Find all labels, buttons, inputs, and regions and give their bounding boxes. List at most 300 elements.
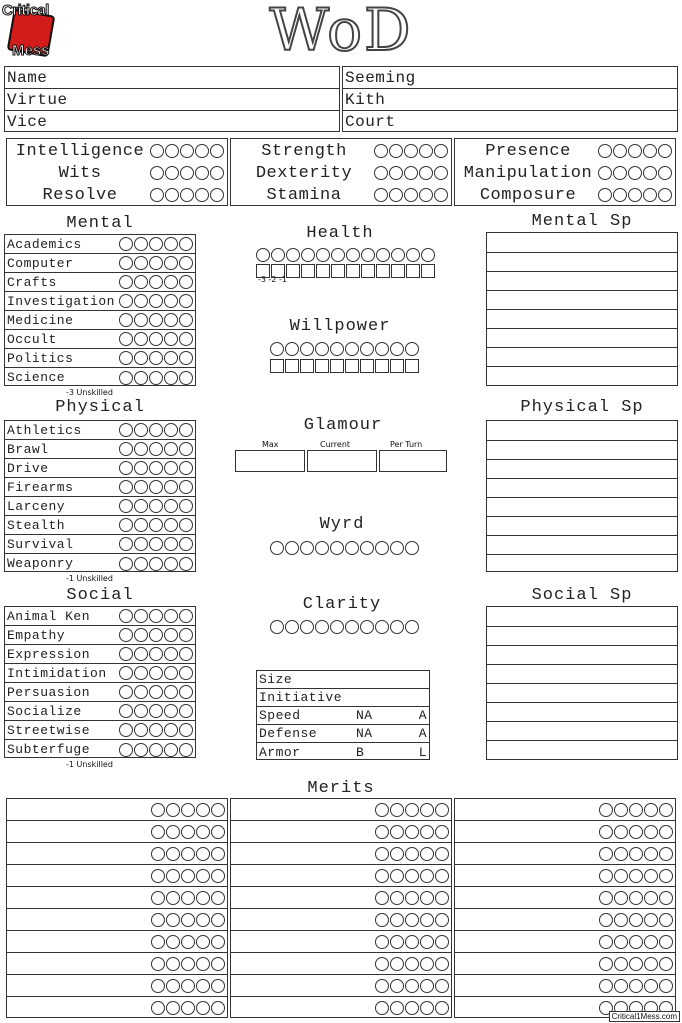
identity-row[interactable] (5, 111, 339, 133)
skill-row[interactable] (5, 311, 195, 330)
dot-rating[interactable] (211, 825, 225, 839)
dot-rating[interactable] (435, 979, 449, 993)
dot-rating[interactable] (404, 188, 418, 202)
dot-rating[interactable] (658, 144, 672, 158)
dot-rating[interactable] (166, 869, 180, 883)
dot-rating[interactable] (614, 803, 628, 817)
dot-rating[interactable] (375, 979, 389, 993)
dot-rating[interactable] (629, 913, 643, 927)
dot-rating[interactable] (614, 935, 628, 949)
willpower-box[interactable] (360, 359, 374, 373)
specialty-line[interactable] (487, 478, 677, 479)
dot-rating[interactable] (119, 442, 133, 456)
dot-rating[interactable] (599, 957, 613, 971)
dot-rating[interactable] (151, 913, 165, 927)
specialty-line[interactable] (487, 328, 677, 329)
willpower-box[interactable] (285, 359, 299, 373)
dot-rating[interactable] (150, 166, 164, 180)
dot-rating[interactable] (119, 743, 133, 757)
attribute-row[interactable] (230, 140, 452, 162)
identity-row[interactable] (5, 89, 339, 111)
dot-rating[interactable] (119, 332, 133, 346)
dot-rating[interactable] (151, 979, 165, 993)
dot-rating[interactable] (164, 557, 178, 571)
dot-rating[interactable] (181, 1001, 195, 1015)
dot-rating[interactable] (420, 979, 434, 993)
dot-rating[interactable] (165, 144, 179, 158)
skill-row[interactable] (5, 683, 195, 702)
dot-rating[interactable] (134, 313, 148, 327)
dot-rating[interactable] (134, 647, 148, 661)
dot-rating[interactable] (179, 628, 193, 642)
dot-rating[interactable] (149, 609, 163, 623)
dot-rating[interactable] (149, 628, 163, 642)
dot-rating[interactable] (614, 979, 628, 993)
skill-row[interactable] (5, 292, 195, 311)
clarity-dot[interactable] (360, 620, 374, 634)
dot-rating[interactable] (119, 371, 133, 385)
merit-row[interactable] (7, 821, 227, 843)
dot-rating[interactable] (149, 313, 163, 327)
merit-row[interactable] (455, 821, 675, 843)
dot-rating[interactable] (164, 518, 178, 532)
skill-row[interactable] (5, 626, 195, 645)
merit-row[interactable] (455, 865, 675, 887)
dot-rating[interactable] (134, 461, 148, 475)
dot-rating[interactable] (119, 313, 133, 327)
dot-rating[interactable] (659, 957, 673, 971)
skill-row[interactable] (5, 664, 195, 683)
dot-rating[interactable] (659, 935, 673, 949)
dot-rating[interactable] (164, 313, 178, 327)
merit-row[interactable] (7, 953, 227, 975)
specialty-line[interactable] (487, 626, 677, 627)
dot-rating[interactable] (659, 913, 673, 927)
skill-row[interactable] (5, 645, 195, 664)
identity-row[interactable] (343, 67, 677, 89)
clarity-dot[interactable] (345, 620, 359, 634)
dot-rating[interactable] (629, 935, 643, 949)
dot-rating[interactable] (179, 461, 193, 475)
willpower-dot[interactable] (300, 342, 314, 356)
dot-rating[interactable] (151, 935, 165, 949)
dot-rating[interactable] (134, 723, 148, 737)
dot-rating[interactable] (390, 1001, 404, 1015)
dot-rating[interactable] (644, 935, 658, 949)
specialty-line[interactable] (487, 309, 677, 310)
skill-row[interactable] (5, 330, 195, 349)
dot-rating[interactable] (643, 144, 657, 158)
skill-row[interactable] (5, 702, 195, 721)
clarity-dot[interactable] (375, 620, 389, 634)
specialty-line[interactable] (487, 252, 677, 253)
dot-rating[interactable] (181, 979, 195, 993)
dot-rating[interactable] (165, 166, 179, 180)
merit-row[interactable] (7, 887, 227, 909)
dot-rating[interactable] (149, 685, 163, 699)
dot-rating[interactable] (614, 913, 628, 927)
health-box[interactable] (331, 264, 345, 278)
dot-rating[interactable] (149, 743, 163, 757)
dot-rating[interactable] (119, 275, 133, 289)
dot-rating[interactable] (166, 825, 180, 839)
dot-rating[interactable] (643, 166, 657, 180)
dot-rating[interactable] (614, 869, 628, 883)
willpower-box[interactable] (405, 359, 419, 373)
dot-rating[interactable] (179, 256, 193, 270)
wyrd-dot[interactable] (390, 541, 404, 555)
dot-rating[interactable] (390, 957, 404, 971)
dot-rating[interactable] (164, 237, 178, 251)
dot-rating[interactable] (599, 913, 613, 927)
dot-rating[interactable] (179, 743, 193, 757)
dot-rating[interactable] (166, 913, 180, 927)
dot-rating[interactable] (405, 891, 419, 905)
dot-rating[interactable] (119, 704, 133, 718)
dot-rating[interactable] (629, 869, 643, 883)
dot-rating[interactable] (164, 685, 178, 699)
dot-rating[interactable] (149, 371, 163, 385)
dot-rating[interactable] (179, 499, 193, 513)
dot-rating[interactable] (134, 609, 148, 623)
dot-rating[interactable] (435, 803, 449, 817)
dot-rating[interactable] (151, 869, 165, 883)
health-box[interactable] (376, 264, 390, 278)
willpower-dot[interactable] (360, 342, 374, 356)
dot-rating[interactable] (179, 371, 193, 385)
dot-rating[interactable] (181, 825, 195, 839)
dot-rating[interactable] (644, 847, 658, 861)
dot-rating[interactable] (644, 891, 658, 905)
dot-rating[interactable] (180, 144, 194, 158)
dot-rating[interactable] (164, 442, 178, 456)
dot-rating[interactable] (435, 847, 449, 861)
wyrd-dot[interactable] (375, 541, 389, 555)
merit-row[interactable] (231, 975, 451, 997)
health-box[interactable] (301, 264, 315, 278)
specialty-line[interactable] (487, 459, 677, 460)
skill-row[interactable] (5, 273, 195, 292)
dot-rating[interactable] (119, 557, 133, 571)
dot-rating[interactable] (599, 891, 613, 905)
dot-rating[interactable] (435, 891, 449, 905)
dot-rating[interactable] (166, 1001, 180, 1015)
willpower-dot[interactable] (405, 342, 419, 356)
attribute-row[interactable] (230, 184, 452, 206)
merit-row[interactable] (455, 843, 675, 865)
health-box[interactable] (406, 264, 420, 278)
merit-row[interactable] (231, 953, 451, 975)
dot-rating[interactable] (195, 144, 209, 158)
merit-row[interactable] (455, 975, 675, 997)
skill-row[interactable] (5, 478, 195, 497)
dot-rating[interactable] (598, 144, 612, 158)
attribute-row[interactable] (6, 162, 228, 184)
dot-rating[interactable] (404, 166, 418, 180)
dot-rating[interactable] (179, 442, 193, 456)
social-specialties[interactable] (486, 606, 678, 760)
skill-row[interactable] (5, 440, 195, 459)
dot-rating[interactable] (420, 957, 434, 971)
dot-rating[interactable] (181, 803, 195, 817)
merit-row[interactable] (455, 909, 675, 931)
dot-rating[interactable] (134, 628, 148, 642)
dot-rating[interactable] (134, 480, 148, 494)
dot-rating[interactable] (196, 979, 210, 993)
dot-rating[interactable] (180, 166, 194, 180)
dot-rating[interactable] (179, 294, 193, 308)
dot-rating[interactable] (629, 979, 643, 993)
dot-rating[interactable] (211, 913, 225, 927)
dot-rating[interactable] (435, 1001, 449, 1015)
merit-row[interactable] (7, 865, 227, 887)
dot-rating[interactable] (599, 935, 613, 949)
clarity-dots[interactable] (270, 616, 419, 635)
dot-rating[interactable] (151, 825, 165, 839)
dot-rating[interactable] (598, 166, 612, 180)
dot-rating[interactable] (166, 847, 180, 861)
dot-rating[interactable] (179, 423, 193, 437)
mental-specialties[interactable] (486, 232, 678, 386)
attribute-row[interactable] (454, 140, 676, 162)
trait-row[interactable] (257, 689, 429, 707)
dot-rating[interactable] (434, 144, 448, 158)
dot-rating[interactable] (149, 666, 163, 680)
merit-row[interactable] (7, 975, 227, 997)
willpower-boxes[interactable] (270, 355, 419, 374)
health-box[interactable] (286, 264, 300, 278)
dot-rating[interactable] (420, 913, 434, 927)
merit-row[interactable] (455, 799, 675, 821)
dot-rating[interactable] (119, 685, 133, 699)
dot-rating[interactable] (134, 743, 148, 757)
dot-rating[interactable] (374, 166, 388, 180)
dot-rating[interactable] (419, 188, 433, 202)
dot-rating[interactable] (210, 144, 224, 158)
willpower-box[interactable] (375, 359, 389, 373)
dot-rating[interactable] (196, 935, 210, 949)
dot-rating[interactable] (196, 891, 210, 905)
attribute-row[interactable] (454, 184, 676, 206)
dot-rating[interactable] (164, 461, 178, 475)
willpower-dot[interactable] (270, 342, 284, 356)
dot-rating[interactable] (134, 423, 148, 437)
dot-rating[interactable] (150, 144, 164, 158)
dot-rating[interactable] (375, 891, 389, 905)
clarity-dot[interactable] (285, 620, 299, 634)
dot-rating[interactable] (150, 188, 164, 202)
dot-rating[interactable] (119, 294, 133, 308)
dot-rating[interactable] (164, 537, 178, 551)
dot-rating[interactable] (179, 685, 193, 699)
dot-rating[interactable] (149, 557, 163, 571)
dot-rating[interactable] (599, 847, 613, 861)
dot-rating[interactable] (149, 351, 163, 365)
dot-rating[interactable] (390, 847, 404, 861)
dot-rating[interactable] (149, 442, 163, 456)
specialty-line[interactable] (487, 366, 677, 367)
dot-rating[interactable] (599, 979, 613, 993)
attribute-row[interactable] (454, 162, 676, 184)
merit-row[interactable] (231, 909, 451, 931)
dot-rating[interactable] (405, 913, 419, 927)
dot-rating[interactable] (629, 825, 643, 839)
trait-row[interactable] (257, 725, 429, 743)
dot-rating[interactable] (375, 913, 389, 927)
dot-rating[interactable] (375, 847, 389, 861)
dot-rating[interactable] (644, 803, 658, 817)
dot-rating[interactable] (134, 332, 148, 346)
dot-rating[interactable] (405, 869, 419, 883)
specialty-line[interactable] (487, 440, 677, 441)
dot-rating[interactable] (420, 803, 434, 817)
dot-rating[interactable] (119, 237, 133, 251)
dot-rating[interactable] (405, 1001, 419, 1015)
dot-rating[interactable] (119, 666, 133, 680)
clarity-dot[interactable] (405, 620, 419, 634)
attribute-row[interactable] (6, 184, 228, 206)
specialty-line[interactable] (487, 516, 677, 517)
dot-rating[interactable] (659, 869, 673, 883)
dot-rating[interactable] (166, 891, 180, 905)
willpower-dot[interactable] (315, 342, 329, 356)
dot-rating[interactable] (420, 825, 434, 839)
dot-rating[interactable] (119, 609, 133, 623)
trait-row[interactable] (257, 671, 429, 689)
dot-rating[interactable] (405, 847, 419, 861)
wyrd-dot[interactable] (270, 541, 284, 555)
health-box[interactable] (391, 264, 405, 278)
dot-rating[interactable] (420, 1001, 434, 1015)
dot-rating[interactable] (644, 869, 658, 883)
dot-rating[interactable] (149, 256, 163, 270)
wyrd-dots[interactable] (270, 537, 419, 556)
dot-rating[interactable] (119, 647, 133, 661)
dot-rating[interactable] (375, 825, 389, 839)
specialty-line[interactable] (487, 645, 677, 646)
skill-row[interactable] (5, 421, 195, 440)
dot-rating[interactable] (389, 188, 403, 202)
dot-rating[interactable] (119, 537, 133, 551)
dot-rating[interactable] (659, 803, 673, 817)
skill-row[interactable] (5, 554, 195, 573)
willpower-box[interactable] (345, 359, 359, 373)
trait-row[interactable] (257, 707, 429, 725)
merit-row[interactable] (231, 931, 451, 953)
dot-rating[interactable] (119, 499, 133, 513)
dot-rating[interactable] (390, 913, 404, 927)
dot-rating[interactable] (149, 518, 163, 532)
dot-rating[interactable] (119, 351, 133, 365)
skill-row[interactable] (5, 497, 195, 516)
dot-rating[interactable] (644, 979, 658, 993)
skill-row[interactable] (5, 535, 195, 554)
dot-rating[interactable] (164, 704, 178, 718)
dot-rating[interactable] (119, 423, 133, 437)
dot-rating[interactable] (164, 351, 178, 365)
dot-rating[interactable] (149, 423, 163, 437)
dot-rating[interactable] (196, 957, 210, 971)
dot-rating[interactable] (211, 957, 225, 971)
dot-rating[interactable] (134, 704, 148, 718)
merit-row[interactable] (455, 931, 675, 953)
dot-rating[interactable] (164, 275, 178, 289)
wyrd-dot[interactable] (300, 541, 314, 555)
dot-rating[interactable] (599, 825, 613, 839)
dot-rating[interactable] (375, 957, 389, 971)
clarity-dot[interactable] (315, 620, 329, 634)
dot-rating[interactable] (149, 723, 163, 737)
willpower-dot[interactable] (330, 342, 344, 356)
skill-row[interactable] (5, 254, 195, 273)
dot-rating[interactable] (435, 935, 449, 949)
dot-rating[interactable] (164, 609, 178, 623)
dot-rating[interactable] (119, 628, 133, 642)
dot-rating[interactable] (164, 647, 178, 661)
willpower-box[interactable] (330, 359, 344, 373)
merit-row[interactable] (7, 909, 227, 931)
clarity-dot[interactable] (390, 620, 404, 634)
dot-rating[interactable] (149, 647, 163, 661)
dot-rating[interactable] (405, 979, 419, 993)
skill-row[interactable] (5, 368, 195, 387)
dot-rating[interactable] (420, 891, 434, 905)
dot-rating[interactable] (179, 609, 193, 623)
dot-rating[interactable] (164, 666, 178, 680)
dot-rating[interactable] (179, 332, 193, 346)
dot-rating[interactable] (390, 869, 404, 883)
willpower-box[interactable] (270, 359, 284, 373)
dot-rating[interactable] (134, 685, 148, 699)
dot-rating[interactable] (164, 256, 178, 270)
dot-rating[interactable] (211, 979, 225, 993)
dot-rating[interactable] (149, 499, 163, 513)
dot-rating[interactable] (165, 188, 179, 202)
dot-rating[interactable] (658, 166, 672, 180)
glamour-per-turn-field[interactable] (379, 450, 447, 472)
dot-rating[interactable] (211, 891, 225, 905)
dot-rating[interactable] (659, 825, 673, 839)
dot-rating[interactable] (420, 847, 434, 861)
skill-row[interactable] (5, 349, 195, 368)
dot-rating[interactable] (659, 979, 673, 993)
wyrd-dot[interactable] (345, 541, 359, 555)
dot-rating[interactable] (628, 166, 642, 180)
clarity-dot[interactable] (270, 620, 284, 634)
wyrd-dot[interactable] (330, 541, 344, 555)
dot-rating[interactable] (598, 188, 612, 202)
dot-rating[interactable] (210, 188, 224, 202)
dot-rating[interactable] (435, 913, 449, 927)
specialty-line[interactable] (487, 535, 677, 536)
skill-row[interactable] (5, 459, 195, 478)
willpower-dot[interactable] (390, 342, 404, 356)
dot-rating[interactable] (435, 869, 449, 883)
dot-rating[interactable] (164, 480, 178, 494)
dot-rating[interactable] (164, 499, 178, 513)
wyrd-dot[interactable] (315, 541, 329, 555)
dot-rating[interactable] (196, 869, 210, 883)
dot-rating[interactable] (420, 869, 434, 883)
specialty-line[interactable] (487, 740, 677, 741)
specialty-line[interactable] (487, 683, 677, 684)
dot-rating[interactable] (151, 847, 165, 861)
dot-rating[interactable] (151, 1001, 165, 1015)
dot-rating[interactable] (149, 461, 163, 475)
specialty-line[interactable] (487, 271, 677, 272)
specialty-line[interactable] (487, 702, 677, 703)
dot-rating[interactable] (643, 188, 657, 202)
